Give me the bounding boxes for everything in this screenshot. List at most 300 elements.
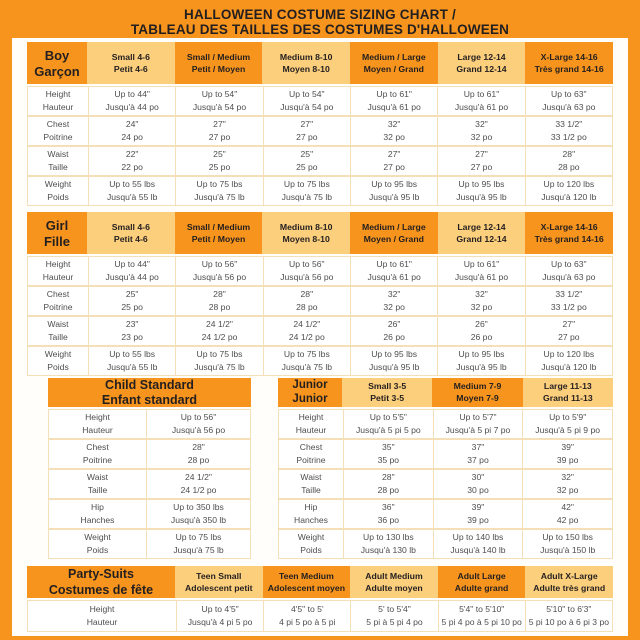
boy-row-label-weight [28, 177, 88, 205]
child-banner-title-fr: Enfant standard [101, 393, 198, 407]
junior-height-value-2-en: Up to 5'7" [459, 412, 497, 422]
junior-waist-value-2-fr: 30 po [467, 484, 489, 495]
junior-height-value-3-fr: Jusqu'à 5 pi 9 po [535, 424, 601, 435]
girl-height-value-2-en: Up to 56" [201, 259, 238, 269]
junior-height-label-en: Height [298, 412, 324, 422]
boy-column-3-label-fr: Moyen 8-10 [282, 63, 330, 74]
child-height-label-fr: Hauteur [82, 424, 113, 435]
boy-height-value-2 [175, 87, 262, 115]
junior-waist-value-1-en: 28" [382, 472, 395, 482]
boy-column-2-label-fr: Petit / Moyen [191, 63, 246, 74]
boy-weight-label-fr: Poids [47, 191, 69, 202]
girl-chest-value-4 [350, 287, 437, 315]
girl-column-4-label-en: Medium / Large [361, 221, 426, 232]
girl-chest-value-3-en: 28" [300, 289, 314, 299]
junior-waist-value-1 [343, 470, 433, 498]
boy-chest-value-5 [437, 117, 524, 145]
girl-chest-value-4-fr: 32 po [383, 301, 405, 312]
boy-column-4-label-en: Medium / Large [361, 51, 426, 62]
girl-column-header-6 [525, 212, 613, 254]
junior-weight-label-fr: Poids [300, 544, 322, 555]
child-height-value-1 [146, 410, 250, 438]
child-waist-label-en: Waist [86, 472, 109, 482]
girl-waist-value-5 [437, 317, 524, 345]
girl-table-title-fr: Fille [43, 233, 70, 249]
boy-height-value-5-fr: Jusqu'à 61 po [454, 101, 509, 112]
junior-chest-value-1-en: 35" [382, 442, 395, 452]
child-height-value-1-en: Up to 56" [180, 412, 217, 422]
boy-column-1-label-fr: Petit 4-6 [113, 63, 148, 74]
child-hip-value-1 [146, 500, 250, 528]
girl-weight-value-5-fr: Jusqu'à 95 lb [456, 361, 507, 372]
junior-table-title-fr: Junior [292, 393, 328, 405]
junior-column-1-label-fr: Petit 3-5 [370, 393, 405, 403]
child-banner-title-en: Child Standard [105, 378, 194, 392]
party-table-label-cell [27, 566, 175, 598]
girl-column-header-5 [438, 212, 526, 254]
boy-waist-value-3-fr: 25 po [296, 161, 318, 172]
party-column-5-label-en: Adult X-Large [540, 570, 598, 581]
party-column-header-5 [525, 566, 613, 598]
junior-chest-label-fr: Poitrine [296, 454, 326, 465]
junior-chest-value-2-fr: 37 po [467, 454, 489, 465]
junior-row-label-height [279, 410, 343, 438]
party-row-label-height [28, 601, 176, 631]
junior-waist-value-1-fr: 28 po [377, 484, 400, 495]
boy-column-1-label-en: Small 4-6 [111, 51, 150, 62]
boy-waist-value-3 [263, 147, 350, 175]
junior-column-2-label-fr: Moyen 7-9 [456, 393, 499, 403]
junior-column-3-label-en: Large 11-13 [543, 381, 592, 391]
boy-waist-value-1 [88, 147, 175, 175]
girl-column-3-label-en: Medium 8-10 [279, 221, 333, 232]
boy-chest-value-2-en: 27" [213, 119, 226, 129]
boy-waist-value-2-fr: 25 po [208, 161, 231, 172]
girl-column-1-label-en: Small 4-6 [111, 221, 150, 232]
girl-row-weight [28, 345, 612, 375]
junior-chest-value-2-en: 37" [471, 442, 485, 452]
girl-height-value-6-fr: Jusqu'à 63 po [542, 271, 596, 282]
child-row-hip [49, 498, 250, 528]
girl-waist-value-1-en: 23" [125, 319, 139, 329]
girl-weight-value-4-fr: Jusqu'à 95 lb [368, 361, 420, 372]
child-row-label-weight [49, 530, 146, 558]
girl-weight-value-2 [175, 347, 262, 375]
junior-weight-value-2-fr: Jusqu'à 140 lb [450, 544, 506, 555]
boy-row-label-chest [28, 117, 88, 145]
junior-hip-value-2 [433, 500, 523, 528]
girl-column-4-label-fr: Moyen / Grand [363, 233, 424, 244]
junior-hip-value-1-fr: 36 po [377, 514, 400, 525]
boy-waist-value-1-en: 22" [125, 149, 139, 159]
boy-height-value-2-fr: Jusqu'à 54 po [192, 101, 247, 112]
girl-weight-label-fr: Poids [47, 361, 69, 372]
girl-chest-value-5-fr: 32 po [470, 301, 493, 312]
party-height-value-4-fr: 5 pi 4 po à 5 pi 10 po [441, 616, 522, 627]
girl-column-6-label-fr: Très grand 14-16 [534, 233, 604, 244]
boy-column-header-3 [262, 42, 350, 84]
girl-row-chest [28, 285, 612, 315]
boy-waist-value-5-en: 27" [475, 149, 488, 159]
party-height-label-fr: Hauteur [86, 616, 118, 627]
junior-row-height [279, 410, 612, 438]
boy-row-waist [28, 145, 612, 175]
child-height-value-1-fr: Jusqu'à 56 po [171, 424, 226, 435]
child-waist-label-fr: Taille [87, 484, 108, 495]
girl-chest-value-5 [437, 287, 524, 315]
girl-row-label-waist [28, 317, 88, 345]
party-height-label-en: Height [89, 604, 115, 614]
party-column-3-label-en: Adult Medium [365, 570, 423, 581]
boy-weight-value-4 [350, 177, 437, 205]
boy-height-value-2-en: Up to 54" [201, 89, 238, 99]
girl-waist-value-3 [263, 317, 350, 345]
child-row-label-waist [49, 470, 146, 498]
party-sizing-table [27, 566, 613, 632]
child-weight-label-fr: Poids [86, 544, 109, 555]
girl-height-value-5 [437, 257, 524, 285]
boy-chest-value-2-fr: 27 po [208, 131, 231, 142]
boy-column-2-label-en: Small / Medium [186, 51, 251, 62]
party-column-header-4 [438, 566, 526, 598]
girl-chest-value-6 [525, 287, 612, 315]
child-chest-value-1-en: 28" [192, 442, 205, 452]
girl-height-value-3-en: Up to 56" [289, 259, 325, 269]
boy-height-value-4-fr: Jusqu'à 61 po [367, 101, 421, 112]
junior-column-header-1 [342, 378, 432, 407]
party-column-2-label-en: Teen Medium [278, 570, 334, 581]
girl-weight-value-3-en: Up to 75 lbs [283, 349, 330, 359]
junior-waist-value-3-en: 32" [561, 472, 574, 482]
page-title-line-fr: TABLEAU DES TAILLES DES COSTUMES D'HALLOWEEN [130, 22, 510, 37]
boy-height-value-1-fr: Jusqu'à 44 po [105, 101, 159, 112]
girl-chest-value-3 [263, 287, 350, 315]
boy-weight-label-en: Weight [44, 179, 72, 189]
girl-chest-value-2 [175, 287, 262, 315]
boy-height-label-fr: Hauteur [42, 101, 74, 112]
boy-weight-value-5-fr: Jusqu'à 95 lb [456, 191, 507, 202]
party-column-3-label-fr: Adulte moyen [365, 582, 423, 593]
boy-height-value-6 [525, 87, 612, 115]
boy-weight-value-6 [525, 177, 612, 205]
girl-height-value-3 [263, 257, 350, 285]
boy-chest-value-3-en: 27" [300, 119, 314, 129]
girl-chest-value-6-fr: 33 1/2 po [550, 301, 587, 312]
boy-column-6-label-en: X-Large 14-16 [540, 51, 598, 62]
party-column-header-3 [350, 566, 438, 598]
junior-sizing-table [278, 378, 613, 559]
boy-height-value-6-en: Up to 63" [551, 89, 587, 99]
boy-sizing-table [27, 42, 613, 206]
boy-weight-value-2-fr: Jusqu'à 75 lb [194, 191, 245, 202]
party-column-header-1 [175, 566, 263, 598]
girl-column-2-label-fr: Petit / Moyen [191, 233, 246, 244]
girl-column-header-4 [350, 212, 438, 254]
child-row-height [49, 410, 250, 438]
junior-hip-value-1 [343, 500, 433, 528]
girl-row-label-height [28, 257, 88, 285]
girl-height-value-1 [88, 257, 175, 285]
junior-weight-value-2 [433, 530, 523, 558]
boy-weight-value-5-en: Up to 95 lbs [458, 179, 505, 189]
party-column-1-label-fr: Adolescent petit [185, 582, 253, 593]
girl-chest-label-en: Chest [46, 289, 70, 299]
party-height-value-2 [263, 601, 350, 631]
junior-hip-label-fr: Hanches [294, 514, 328, 525]
boy-column-header-5 [438, 42, 526, 84]
junior-column-2-label-en: Medium 7-9 [453, 381, 502, 391]
girl-weight-value-3-fr: Jusqu'à 75 lb [281, 361, 333, 372]
girl-waist-label-en: Waist [47, 319, 69, 329]
boy-weight-value-1 [88, 177, 175, 205]
boy-waist-value-4-en: 27" [387, 149, 401, 159]
party-height-value-4 [438, 601, 525, 631]
child-height-label-en: Height [85, 412, 110, 422]
girl-height-label-fr: Hauteur [42, 271, 74, 282]
junior-row-weight [279, 528, 612, 558]
girl-chest-value-2-en: 28" [213, 289, 226, 299]
junior-weight-value-3-fr: Jusqu'à 150 lb [540, 544, 596, 555]
boy-waist-label-en: Waist [47, 149, 69, 159]
junior-hip-value-3 [522, 500, 612, 528]
junior-column-header-3 [523, 378, 613, 407]
girl-weight-value-4 [350, 347, 437, 375]
child-chest-value-1-fr: 28 po [187, 454, 210, 465]
boy-waist-value-5-fr: 27 po [470, 161, 493, 172]
child-weight-value-1 [146, 530, 250, 558]
girl-column-header-2 [175, 212, 263, 254]
girl-weight-value-6 [525, 347, 612, 375]
boy-height-value-3-en: Up to 54" [289, 89, 325, 99]
girl-height-value-5-fr: Jusqu'à 61 po [454, 271, 509, 282]
child-row-label-hip [49, 500, 146, 528]
girl-table-label-cell [27, 212, 87, 254]
party-column-2-label-fr: Adolescent moyen [267, 582, 346, 593]
junior-row-hip [279, 498, 612, 528]
junior-chest-value-1 [343, 440, 433, 468]
junior-height-label-fr: Hauteur [295, 424, 327, 435]
girl-column-2-label-en: Small / Medium [186, 221, 251, 232]
boy-waist-value-6-en: 28" [562, 149, 576, 159]
boy-table-body [27, 86, 613, 206]
girl-waist-value-1 [88, 317, 175, 345]
boy-chest-value-4 [350, 117, 437, 145]
child-row-waist [49, 468, 250, 498]
boy-chest-value-1-fr: 24 po [121, 131, 143, 142]
boy-height-value-5-en: Up to 61" [463, 89, 500, 99]
girl-weight-value-4-en: Up to 95 lbs [371, 349, 418, 359]
boy-chest-label-en: Chest [46, 119, 70, 129]
girl-header-row [27, 212, 613, 254]
junior-weight-value-3-en: Up to 150 lbs [542, 532, 593, 542]
party-row-height [28, 601, 612, 631]
junior-weight-value-1-en: Up to 130 lbs [363, 532, 414, 542]
girl-waist-value-1-fr: 23 po [121, 331, 143, 342]
boy-column-5-label-en: Large 12-14 [457, 51, 506, 62]
junior-table-title-en: Junior [292, 379, 328, 391]
girl-table-title-en: Girl [45, 217, 69, 233]
child-hip-value-1-fr: Jusqu'à 350 lb [170, 514, 227, 525]
boy-column-header-1 [87, 42, 175, 84]
junior-waist-value-3 [522, 470, 612, 498]
boy-weight-value-4-fr: Jusqu'à 95 lb [368, 191, 420, 202]
boy-chest-value-4-en: 32" [387, 119, 401, 129]
boy-height-value-5 [437, 87, 524, 115]
junior-row-chest [279, 438, 612, 468]
party-table-body [27, 600, 613, 632]
girl-row-label-weight [28, 347, 88, 375]
girl-table-body [27, 256, 613, 376]
junior-chest-value-3 [522, 440, 612, 468]
boy-column-6-label-fr: Très grand 14-16 [534, 63, 604, 74]
boy-chest-value-6-en: 33 1/2" [555, 119, 583, 129]
junior-height-value-1 [343, 410, 433, 438]
girl-chest-value-1 [88, 287, 175, 315]
girl-weight-value-5-en: Up to 95 lbs [458, 349, 505, 359]
girl-column-6-label-en: X-Large 14-16 [540, 221, 598, 232]
girl-waist-value-4-fr: 26 po [383, 331, 405, 342]
boy-height-value-1 [88, 87, 175, 115]
boy-row-chest [28, 115, 612, 145]
boy-waist-value-2-en: 25" [213, 149, 226, 159]
junior-height-value-3 [522, 410, 612, 438]
boy-height-value-3-fr: Jusqu'à 54 po [280, 101, 334, 112]
girl-weight-value-3 [263, 347, 350, 375]
junior-chest-value-3-fr: 39 po [556, 454, 579, 465]
girl-chest-value-4-en: 32" [387, 289, 401, 299]
boy-chest-value-1-en: 24" [125, 119, 139, 129]
junior-hip-value-1-en: 36" [382, 502, 395, 512]
boy-weight-value-5 [437, 177, 524, 205]
boy-table-title-en: Boy [44, 47, 70, 63]
junior-table-body [278, 409, 613, 559]
boy-weight-value-2-en: Up to 75 lbs [196, 179, 243, 189]
boy-height-value-4 [350, 87, 437, 115]
girl-weight-value-1-en: Up to 55 lbs [109, 349, 156, 359]
junior-column-3-label-fr: Grand 11-13 [542, 393, 593, 403]
boy-column-4-label-fr: Moyen / Grand [363, 63, 424, 74]
girl-height-value-4-en: Up to 61" [376, 259, 412, 269]
junior-waist-label-en: Waist [300, 472, 322, 482]
girl-height-value-4-fr: Jusqu'à 61 po [367, 271, 421, 282]
junior-hip-value-2-en: 39" [471, 502, 485, 512]
child-waist-value-1-en: 24 1/2" [185, 472, 212, 482]
child-waist-value-1-fr: 24 1/2 po [180, 484, 217, 495]
girl-weight-value-1-fr: Jusqu'à 55 lb [106, 361, 158, 372]
junior-hip-value-3-en: 42" [561, 502, 574, 512]
party-column-4-label-fr: Adulte grand [454, 582, 509, 593]
girl-weight-label-en: Weight [44, 349, 72, 359]
boy-waist-value-4 [350, 147, 437, 175]
girl-height-label-en: Height [45, 259, 71, 269]
junior-hip-value-3-fr: 42 po [556, 514, 579, 525]
girl-waist-value-5-fr: 26 po [470, 331, 493, 342]
boy-height-value-4-en: Up to 61" [376, 89, 412, 99]
boy-chest-value-6-fr: 33 1/2 po [550, 131, 587, 142]
junior-chest-value-1-fr: 35 po [377, 454, 400, 465]
girl-waist-value-2 [175, 317, 262, 345]
child-chest-value-1 [146, 440, 250, 468]
boy-weight-value-3 [263, 177, 350, 205]
boy-weight-value-2 [175, 177, 262, 205]
boy-height-label-en: Height [45, 89, 71, 99]
junior-header-row [278, 378, 613, 407]
girl-waist-value-6 [525, 317, 612, 345]
junior-weight-label-en: Weight [297, 532, 325, 542]
boy-chest-value-4-fr: 32 po [383, 131, 405, 142]
junior-waist-value-3-fr: 32 po [556, 484, 579, 495]
page-title-line-en: HALLOWEEN COSTUME SIZING CHART / [184, 7, 456, 22]
girl-row-height [28, 257, 612, 285]
boy-height-value-1-en: Up to 44" [114, 89, 150, 99]
boy-chest-label-fr: Poitrine [43, 131, 73, 142]
boy-weight-value-6-en: Up to 120 lbs [543, 179, 595, 189]
girl-height-value-3-fr: Jusqu'à 56 po [280, 271, 334, 282]
party-table-title-fr: Costumes de fête [48, 582, 154, 597]
girl-column-5-label-en: Large 12-14 [457, 221, 506, 232]
child-sizing-table [48, 378, 251, 559]
child-row-chest [49, 438, 250, 468]
girl-height-value-4 [350, 257, 437, 285]
boy-column-header-6 [525, 42, 613, 84]
boy-weight-value-3-en: Up to 75 lbs [283, 179, 330, 189]
boy-row-label-waist [28, 147, 88, 175]
girl-chest-label-fr: Poitrine [43, 301, 73, 312]
girl-weight-value-1 [88, 347, 175, 375]
junior-weight-value-3 [522, 530, 612, 558]
junior-weight-value-1 [343, 530, 433, 558]
girl-chest-value-3-fr: 28 po [296, 301, 318, 312]
girl-column-header-1 [87, 212, 175, 254]
girl-sizing-table [27, 212, 613, 376]
girl-chest-value-2-fr: 28 po [208, 301, 231, 312]
girl-height-value-5-en: Up to 61" [463, 259, 500, 269]
child-banner [48, 378, 251, 407]
boy-row-height [28, 87, 612, 115]
junior-row-label-chest [279, 440, 343, 468]
junior-column-header-2 [432, 378, 522, 407]
junior-chest-label-en: Chest [299, 442, 323, 452]
boy-weight-value-4-en: Up to 95 lbs [371, 179, 418, 189]
boy-chest-value-5-en: 32" [475, 119, 488, 129]
junior-height-value-1-en: Up to 5'5" [369, 412, 407, 422]
boy-chest-value-5-fr: 32 po [470, 131, 493, 142]
party-height-value-3 [350, 601, 437, 631]
child-chest-label-fr: Poitrine [82, 454, 113, 465]
party-column-1-label-en: Teen Small [196, 570, 242, 581]
junior-row-waist [279, 468, 612, 498]
junior-height-value-1-fr: Jusqu'à 5 pi 5 po [355, 424, 421, 435]
junior-table-label-cell [278, 378, 342, 407]
girl-waist-value-2-fr: 24 1/2 po [201, 331, 238, 342]
boy-table-title-fr: Garçon [34, 63, 80, 79]
girl-height-value-6-en: Up to 63" [551, 259, 587, 269]
junior-height-value-2 [433, 410, 523, 438]
boy-waist-value-5 [437, 147, 524, 175]
child-header-row [48, 378, 251, 407]
boy-waist-value-4-fr: 27 po [383, 161, 405, 172]
junior-row-label-weight [279, 530, 343, 558]
girl-waist-value-4-en: 26" [387, 319, 401, 329]
junior-chest-value-2 [433, 440, 523, 468]
child-hip-label-en: Hip [91, 502, 104, 512]
boy-waist-value-3-en: 25" [300, 149, 314, 159]
girl-waist-value-3-en: 24 1/2" [293, 319, 321, 329]
boy-chest-value-2 [175, 117, 262, 145]
junior-hip-label-en: Hip [304, 502, 318, 512]
boy-header-row [27, 42, 613, 84]
child-row-label-chest [49, 440, 146, 468]
